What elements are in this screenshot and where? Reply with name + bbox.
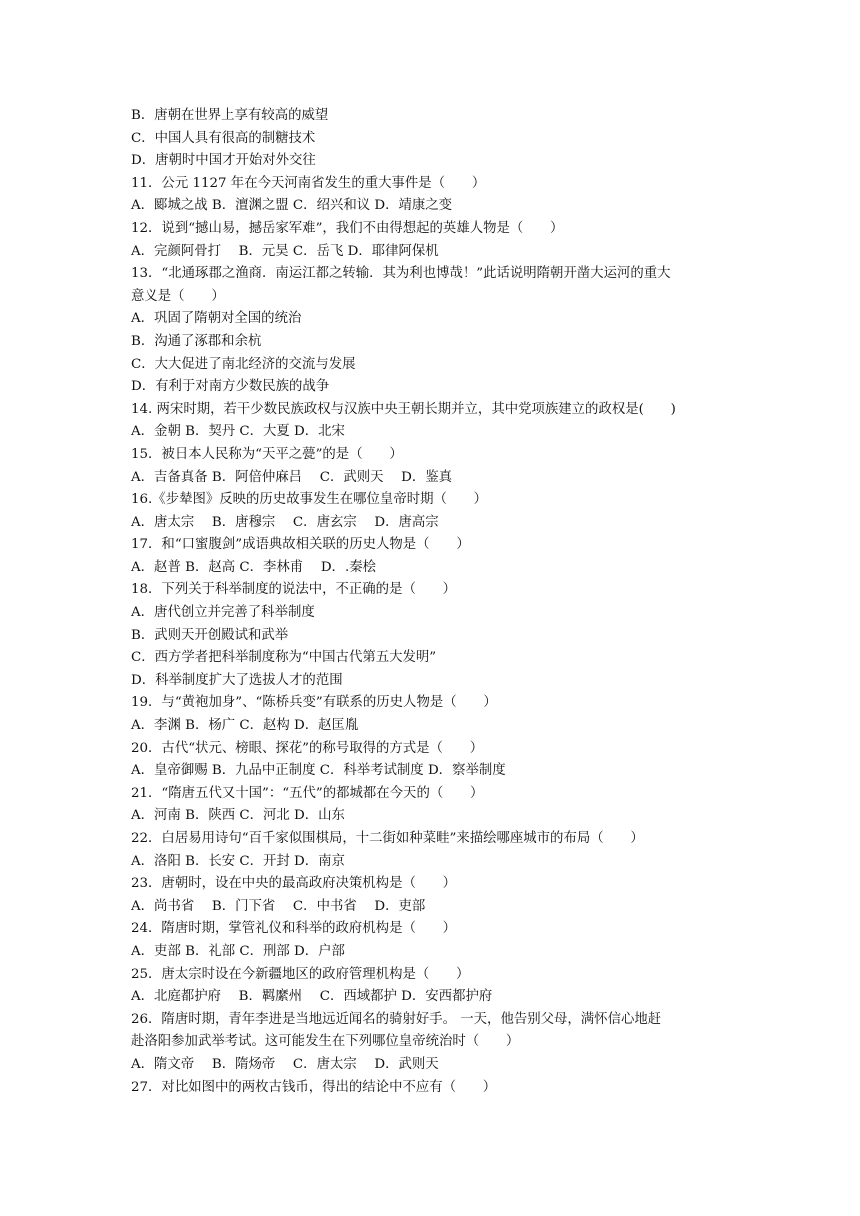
text-line: 13．“北通琢郡之渔商．南运江都之转输．其为利也博哉！”此话说明隋朝开凿大运河的重大	[131, 266, 671, 282]
text-line: 26．隋唐时期，青年李进是当地远近闻名的骑射好手。 一天，他告别父母，满怀信心地赶	[131, 1011, 662, 1027]
text-line: 15．被日本人民称为“天平之甍”的是（ ）	[131, 446, 403, 462]
text-line: C．中国人具有很高的制糖技术	[131, 130, 316, 146]
text-line: 21．“隋唐五代又十国”：“五代”的都城都在今天的（ ）	[131, 785, 484, 801]
text-line: D．科举制度扩大了选拔人才的范围	[131, 672, 343, 688]
text-line: 20．古代“状元、榜眼、探花”的称号取得的方式是（ ）	[131, 740, 484, 756]
text-line: A．吏部 B．礼部 C．刑部 D．户部	[131, 943, 345, 959]
text-line: 22．白居易用诗句“百千家似围棋局，十二街如种菜畦”来描绘哪座城市的布局（ ）	[131, 831, 644, 846]
text-line: 12．说到“撼山易，撼岳家军难”，我们不由得想起的英雄人物是（ ）	[131, 220, 564, 236]
text-line: D．唐朝时中国才开始对外交往	[131, 153, 316, 169]
text-line: 16.《步辇图》反映的历史故事发生在哪位皇帝时期（ ）	[131, 492, 488, 508]
text-line: 赴洛阳参加武举考试。这可能发生在下列哪位皇帝统治时（ ）	[131, 1034, 520, 1050]
text-line: A．郾城之战 B．澶渊之盟 C．绍兴和议 D．靖康之变	[131, 198, 453, 214]
text-line: A．尚书省 B．门下省 C．中书省 D．吏部	[131, 898, 426, 914]
text-line: A．唐代创立并完善了科举制度	[131, 605, 315, 621]
text-line: 23．唐朝时，设在中央的最高政府决策机构是（ ）	[131, 876, 457, 892]
text-line: B．唐朝在世界上享有较高的威望	[131, 108, 329, 123]
text-line: 14. 两宋时期，若干少数民族政权与汉族中央王朝长期并立，其中党项族建立的政权是( )	[131, 401, 676, 417]
text-line: 意义是（ ）	[131, 288, 225, 304]
text-line: B．沟通了涿郡和余杭	[131, 333, 262, 349]
text-line: D．有利于对南方少数民族的战争	[131, 379, 330, 395]
text-line: 27．对比如图中的两枚古钱币，得出的结论中不应有（ ）	[131, 1079, 497, 1095]
text-line: A．巩固了隋朝对全国的统治	[131, 311, 302, 327]
text-line: A．河南 B．陕西 C．河北 D．山东	[131, 808, 345, 824]
text-line: A．唐太宗 B．唐穆宗 C．唐玄宗 D．唐高宗	[131, 514, 439, 530]
text-line: A．李渊 B．杨广 C．赵构 D．赵匡胤	[131, 718, 359, 734]
question-text-block	[131, 105, 741, 1099]
text-line: C．西方学者把科举制度称为“中国古代第五大发明”	[131, 650, 437, 666]
text-line: B．武则天开创殿试和武举	[131, 627, 289, 643]
text-line: A．隋文帝 B．隋炀帝 C．唐太宗 D．武则天	[131, 1056, 439, 1072]
text-line: 17．和“口蜜腹剑”成语典故相关联的历史人物是（ ）	[131, 537, 470, 553]
text-line: 19．与“黄袍加身”、“陈桥兵变”有联系的历史人物是（ ）	[131, 695, 497, 711]
text-line: A．赵普 B．赵高 C．李林甫 D．.秦桧	[131, 559, 376, 575]
text-line: A．北庭都护府 B．羁縻州 C．西域都护 D．安西都护府	[131, 989, 493, 1005]
text-line: A．完颜阿骨打 B．元昊 C．岳飞 D．耶律阿保机	[131, 243, 439, 259]
text-line: 24．隋唐时期，掌管礼仪和科举的政府机构是（ ）	[131, 921, 457, 937]
text-line: A．洛阳 B．长安 C．开封 D．南京	[131, 853, 345, 869]
text-line: 25．唐太宗时设在今新疆地区的政府管理机构是（ ）	[131, 966, 470, 982]
text-line: 18．下列关于科举制度的说法中，不正确的是（ ）	[131, 582, 457, 598]
text-line: 11．公元 1127 年在今天河南省发生的重大事件是（ ）	[131, 175, 486, 191]
text-line: C．大大促进了南北经济的交流与发展	[131, 356, 356, 372]
text-line: A．吉备真备 B．阿倍仲麻吕 C．武则天 D．鉴真	[131, 469, 453, 485]
text-line: A．金朝 B．契丹 C．大夏 D．北宋	[131, 424, 345, 440]
text-line: A．皇帝御赐 B．九品中正制度 C．科举考试制度 D．察举制度	[131, 763, 506, 779]
